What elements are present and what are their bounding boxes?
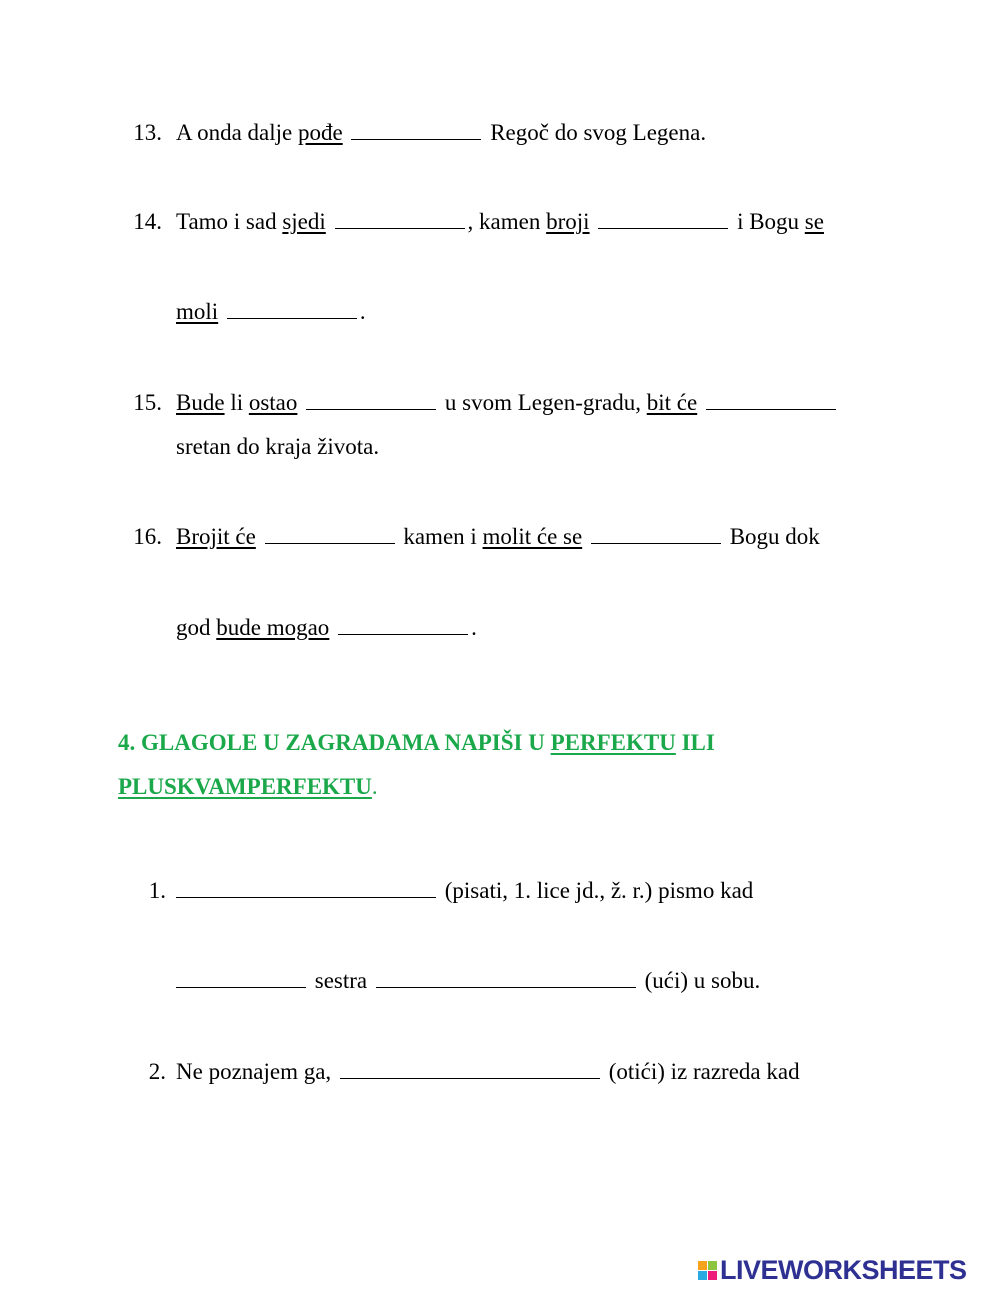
answer-blank[interactable] bbox=[598, 208, 728, 229]
liveworksheets-logo-icon bbox=[698, 1261, 717, 1280]
section-4-heading-continued: PLUSKVAMPERFEKTU. bbox=[118, 774, 378, 799]
answer-blank[interactable] bbox=[265, 523, 395, 544]
underlined-verb: Bude bbox=[176, 390, 225, 415]
item-text: god bbox=[176, 615, 217, 640]
answer-blank[interactable] bbox=[591, 523, 721, 544]
item-text: Tamo i sad bbox=[176, 209, 283, 234]
answer-blank[interactable] bbox=[706, 389, 836, 410]
item-text: . bbox=[359, 299, 366, 324]
underlined-verb: Brojit će bbox=[176, 524, 256, 549]
underlined-verb: molit će se bbox=[482, 524, 583, 549]
item-text: li bbox=[224, 390, 249, 415]
item-number: 16. bbox=[133, 524, 162, 549]
answer-blank[interactable] bbox=[306, 389, 436, 410]
answer-blank[interactable] bbox=[176, 967, 306, 988]
item-text: kamen i bbox=[397, 524, 483, 549]
answer-blank[interactable] bbox=[338, 614, 468, 635]
item-text: (pisati, 1. lice jd., ž. r.) pismo kad bbox=[439, 878, 754, 903]
item-text: sestra bbox=[309, 968, 373, 993]
exercise-item-1-continued bbox=[176, 966, 760, 996]
item-number: 1. bbox=[148, 878, 166, 903]
item-number: 14. bbox=[133, 209, 162, 234]
section-4-heading: 4. GLAGOLE U ZAGRADAMA NAPIŠI U PERFEKTU ILI bbox=[118, 730, 715, 755]
item-number: 13. bbox=[133, 120, 162, 145]
item-text: i Bogu bbox=[731, 209, 805, 234]
underlined-verb: bude mogao bbox=[216, 615, 330, 640]
item-number: 15. bbox=[133, 390, 162, 415]
item-text: (otići) iz razreda kad bbox=[602, 1059, 800, 1084]
item-14-continued bbox=[176, 297, 366, 327]
answer-blank[interactable] bbox=[351, 119, 481, 140]
answer-blank[interactable] bbox=[335, 208, 465, 229]
item-text: A onda dalje bbox=[176, 120, 298, 145]
underlined-verb: bit će bbox=[646, 390, 698, 415]
item-text: . bbox=[471, 615, 477, 640]
item-text: sretan do kraja života. bbox=[176, 434, 380, 459]
heading-underlined-word: PLUSKVAMPERFEKTU bbox=[118, 774, 372, 799]
answer-blank[interactable] bbox=[176, 877, 436, 898]
underlined-verb: sjedi bbox=[282, 209, 326, 234]
answer-blank[interactable] bbox=[376, 967, 636, 988]
answer-blank[interactable] bbox=[227, 298, 357, 319]
answer-blank[interactable] bbox=[340, 1058, 600, 1079]
item-16-continued bbox=[176, 613, 477, 643]
underlined-verb: moli bbox=[176, 299, 219, 324]
item-text: u svom Legen-gradu, bbox=[439, 390, 647, 415]
logo-text: LIVEWORKSHEETS bbox=[720, 1254, 967, 1285]
item-text: Ne poznajem ga, bbox=[176, 1059, 337, 1084]
item-15-continued bbox=[176, 432, 379, 462]
item-text: , kamen bbox=[467, 209, 547, 234]
item-text: Regoč do svog Legena. bbox=[484, 120, 707, 145]
item-text: Bogu dok bbox=[723, 524, 820, 549]
item-text: (ući) u sobu. bbox=[638, 968, 761, 993]
item-number: 2. bbox=[148, 1059, 166, 1084]
underlined-verb: broji bbox=[546, 209, 590, 234]
liveworksheets-logo[interactable] bbox=[698, 1255, 967, 1285]
underlined-verb: se bbox=[804, 209, 824, 234]
heading-underlined-word: PERFEKTU bbox=[550, 730, 676, 755]
underlined-verb: ostao bbox=[248, 390, 298, 415]
underlined-verb: pođe bbox=[298, 120, 343, 145]
